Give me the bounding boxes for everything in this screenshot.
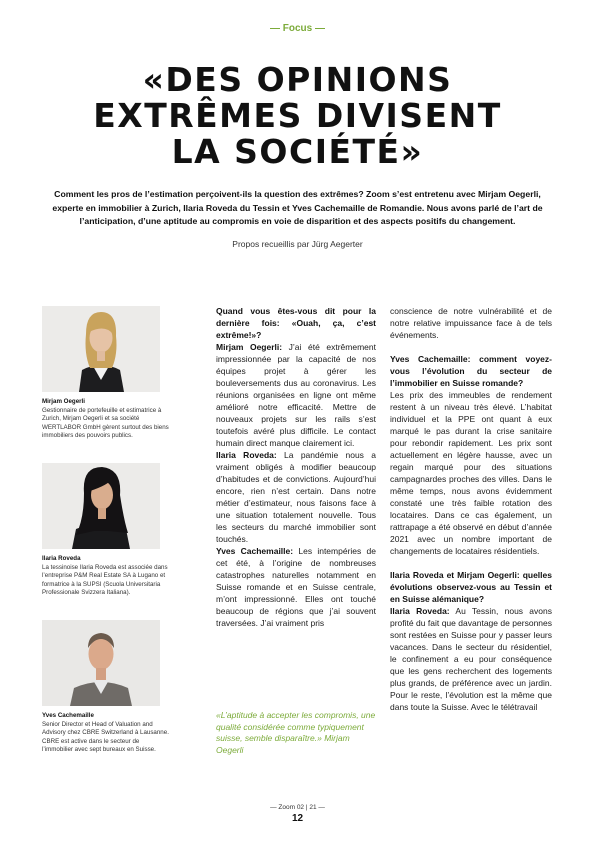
answer-text: Les prix des immeubles de rendement restent à un niveau très élevé. L’habitat individuel et la PPE ont quant à eux marqué le pas durant la crise sanitaire pour rebondir rapidement. Les prix sont actuellement en légère hausse, avec un regain marqué pour des situations campagnardes proches des villes. Dans le même temps, nous avons évidemment constaté une très faible rotation des locataires. Dans ce cas également, un rattrapage a été observé en début d’année 2021 avec un nombre important de changements de locataires résidentiels. — [390, 390, 552, 556]
person-name: Mirjam Oegerli — [42, 398, 85, 405]
headline-line: «DES OPINIONS — [142, 60, 453, 99]
answer-text: conscience de notre vulnérabilité et de notre relative impuissance face à de tels événements. — [390, 306, 552, 340]
portrait-photo — [42, 306, 160, 392]
speaker-name: Yves Cachemaille: — [216, 546, 294, 556]
answer-text: Au Tessin, nous avons profité du fait que davantage de personnes sont restées en Suisse pour y passer leurs vacances. Dans le secteur du résidentiel, le confinement a eu pour conséquence que les gens recherchent des logements plus grands, de préférence avec un jardin. Pour le reste, l’évolution est la même que dans toute la Suisse. Avec le télétravail — [390, 606, 552, 712]
interview-question: Quand vous êtes-vous dit pour la dernière fois: «Ouah, ça, c’est extrême!»? — [216, 306, 376, 340]
headline-line: EXTRÊMES DIVISENT — [93, 96, 502, 135]
answer-paragraph — [390, 605, 552, 713]
answer-text: La pandémie nous a vraiment obligés à modifier beaucoup d’habitudes et de convictions. Aujourd’hui encore, rien n’est certain. Dans notre métier d’estimateur, nous faisons face à une situation totalement nouvelle. Tous les secteurs du marché immobilier sont touchés. — [216, 450, 376, 544]
page-number: 12 — [291, 813, 304, 824]
speaker-name: Ilaria Roveda: — [216, 450, 277, 460]
answer-paragraph — [216, 545, 376, 629]
article-column-2 — [390, 305, 552, 713]
headline — [0, 62, 595, 170]
portrait-mirjam-oegerli — [42, 306, 160, 392]
interview-question: Yves Cachemaille: comment voyez-vous l’évolution du secteur de l’immobilier en Suisse romande? — [390, 354, 552, 388]
issue-label: — Zoom 02 | 21 — — [270, 804, 325, 811]
person-bio: La tessinoise Ilaria Roveda est associée dans l’entreprise P&M Real Estate SA à Lugano et formatrice à la SUPSI (Scuola Universitaria Professionale Svizzera Italiana). — [42, 563, 168, 597]
portrait-photo — [42, 463, 160, 549]
speaker-name: Ilaria Roveda: — [390, 606, 450, 616]
article-column-1 — [216, 305, 376, 629]
portrait-ilaria-roveda — [42, 463, 160, 549]
pull-quote: «L’aptitude à accepter les compromis, une qualité considérée comme typiquement suisse, semble disparaître.» Mirjam Oegerli — [216, 710, 376, 755]
person-name: Yves Cachemaille — [42, 712, 94, 719]
portrait-photo — [42, 620, 160, 706]
person-bio: Gestionnaire de portefeuille et estimatrice à Zurich, Mirjam Oegerli et sa société WERTLABOR GmbH gèrent surtout des biens immobiliers des pouvoirs publics. — [42, 406, 169, 440]
intro-lead: Comment les pros de l’estimation perçoivent-ils la question des extrêmes? Zoom s’est entretenu avec Mirjam Oegerli, experte en immobilier à Zurich, Ilaria Roveda du Tessin et Yves Cachemaille de Romandie. Nous avons parlé de l’art de l’anticipation, d’une aptitude au compromis en voie de disparition et des aspects positifs du changement. — [52, 189, 543, 226]
answer-text: Les intempéries de cet été, à l’origine de nombreuses catastrophes naturelles notamment en Suisse romande et en Suisse centrale, m’ont impressionné. Elles ont touché beaucoup de régions que j’ai souvent traversées. J’ai vraiment pris — [216, 546, 376, 628]
bio-yves-cachemaille — [42, 712, 170, 755]
person-bio: Senior Director et Head of Valuation and Advisory chez CBRE Switzerland à Lausanne. CBRE est active dans le secteur de l’immobilier avec sept bureaux en Suisse. — [42, 720, 169, 754]
author-credit: Propos recueillis par Jürg Aegerter — [232, 239, 363, 249]
portrait-yves-cachemaille — [42, 620, 160, 706]
answer-paragraph — [216, 449, 376, 545]
answer-paragraph — [216, 341, 376, 449]
bio-ilaria-roveda — [42, 555, 170, 598]
speaker-name: Mirjam Oegerli: — [216, 342, 283, 352]
interview-question: Ilaria Roveda et Mirjam Oegerli: quelles évolutions observez-vous au Tessin et en Suisse alémanique? — [390, 570, 552, 604]
headline-line: LA SOCIÉTÉ» — [171, 132, 424, 171]
section-tag: — Focus — — [269, 23, 325, 34]
answer-text: J’ai été extrêmement impressionnée par la capacité de nos équipes projet à gérer les bouleversements dus au coronavirus. Les réunions organisées en ligne ont même amélioré notre efficacité. Mettre de nouveaux projets sur les rails s’est toutefois avéré plus difficile. Le contact humain direct manque clairement ici. — [216, 342, 376, 448]
person-name: Ilaria Roveda — [42, 555, 81, 562]
bio-mirjam-oegerli — [42, 398, 170, 441]
